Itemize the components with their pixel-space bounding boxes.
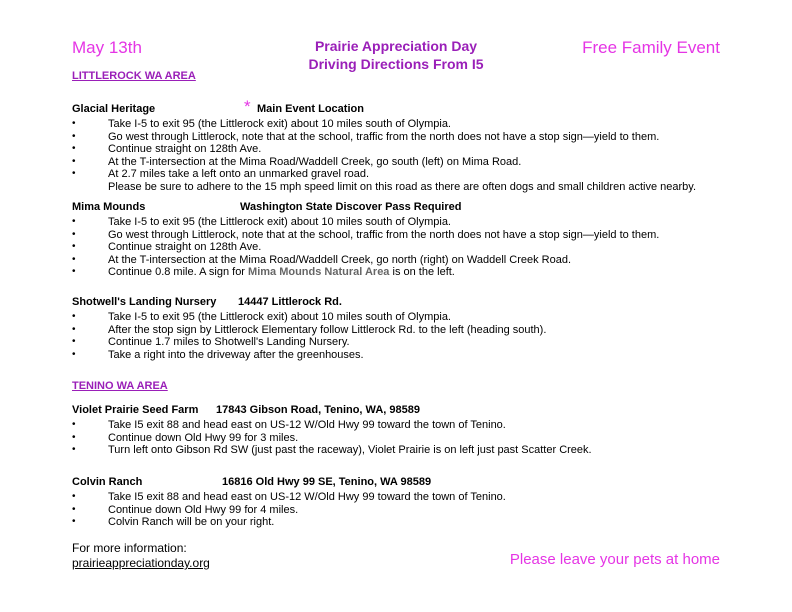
site-name: Mima Mounds [72,201,146,213]
directions-list [72,118,752,194]
directions-list [72,216,752,279]
site-address: 14447 Littlerock Rd. [238,296,342,308]
direction-step: • Go west through Littlerock, note that at the school, traffic from the north does not have a stop sign—yield to them. [72,131,752,144]
direction-step: • Go west through Littlerock, note that at the school, traffic from the north does not have a stop sign—yield to them. [72,229,752,242]
section-violet-prairie [72,404,752,457]
site-name: Glacial Heritage [72,103,156,115]
direction-step: • Continue down Old Hwy 99 for 3 miles. [72,432,752,445]
direction-step: • Continue 1.7 miles to Shotwell's Landing Nursery. [72,336,752,349]
pets-notice: Please leave your pets at home [509,551,720,568]
area-heading-tenino: TENINO WA AREA [72,380,168,392]
direction-step: • Continue straight on 128th Ave. [72,143,752,156]
direction-note: Please be sure to adhere to the 15 mph speed limit on this road as there are often dogs and small children active nearby. [108,180,697,193]
site-address: 17843 Gibson Road, Tenino, WA, 98589 [216,404,420,416]
event-date: May 13th [72,38,142,57]
title-line-2: Driving Directions From I5 [308,56,484,72]
section-glacial-heritage [72,103,752,194]
step-text: is on the left. [389,266,455,279]
website-link[interactable]: prairieappreciationday.org [72,556,210,570]
direction-step: • Take I5 exit 88 and head east on US-12 W/Old Hwy 99 toward the town of Tenino. [72,491,752,504]
direction-step [72,266,752,279]
star-icon: * [244,97,251,116]
mima-mounds-highlight: Mima Mounds Natural Area [248,266,390,279]
directions-list [72,491,752,529]
step-text: Continue 0.8 mile. A sign for [108,266,249,279]
direction-step: • At 2.7 miles take a left onto an unmarked gravel road. [72,168,752,181]
direction-step: • At the T-intersection at the Mima Road/Waddell Creek, go south (left) on Mima Road. [72,156,752,169]
directions-list [72,419,752,457]
site-note: Washington State Discover Pass Required [240,201,462,213]
direction-step: • Continue down Old Hwy 99 for 4 miles. [72,504,752,517]
direction-step: • Turn left onto Gibson Rd SW (just past the raceway), Violet Prairie is on left just past Scatter Creek. [72,444,752,457]
direction-step: • Colvin Ranch will be on your right. [72,516,752,529]
direction-step: • At the T-intersection at the Mima Road/Waddell Creek, go north (right) on Waddell Creek Road. [72,254,752,267]
section-mima-mounds [72,201,752,279]
direction-step: • Take I5 exit 88 and head east on US-12 W/Old Hwy 99 toward the town of Tenino. [72,419,752,432]
more-info [72,541,210,571]
section-colvin-ranch [72,476,752,529]
area-heading-littlerock: LITTLEROCK WA AREA [72,70,196,82]
direction-step: • Take a right into the driveway after the greenhouses. [72,349,752,362]
site-name: Colvin Ranch [72,476,143,488]
title-line-1: Prairie Appreciation Day [314,38,478,54]
site-address: 16816 Old Hwy 99 SE, Tenino, WA 98589 [222,476,432,488]
site-note: Main Event Location [257,103,364,115]
direction-step: • Take I-5 to exit 95 (the Littlerock exit) about 10 miles south of Olympia. [72,118,752,131]
more-info-label: For more information: [72,541,187,555]
free-event-label: Free Family Event [582,38,720,57]
site-name: Shotwell's Landing Nursery [72,296,217,308]
direction-step: • After the stop sign by Littlerock Elementary follow Littlerock Rd. to the left (heading south). [72,324,752,337]
direction-step: • Take I-5 to exit 95 (the Littlerock exit) about 10 miles south of Olympia. [72,216,752,229]
directions-list [72,311,752,361]
direction-step: • Continue straight on 128th Ave. [72,241,752,254]
section-shotwells-landing [72,296,752,361]
direction-step: • Take I-5 to exit 95 (the Littlerock exit) about 10 miles south of Olympia. [72,311,752,324]
site-name: Violet Prairie Seed Farm [72,404,199,416]
